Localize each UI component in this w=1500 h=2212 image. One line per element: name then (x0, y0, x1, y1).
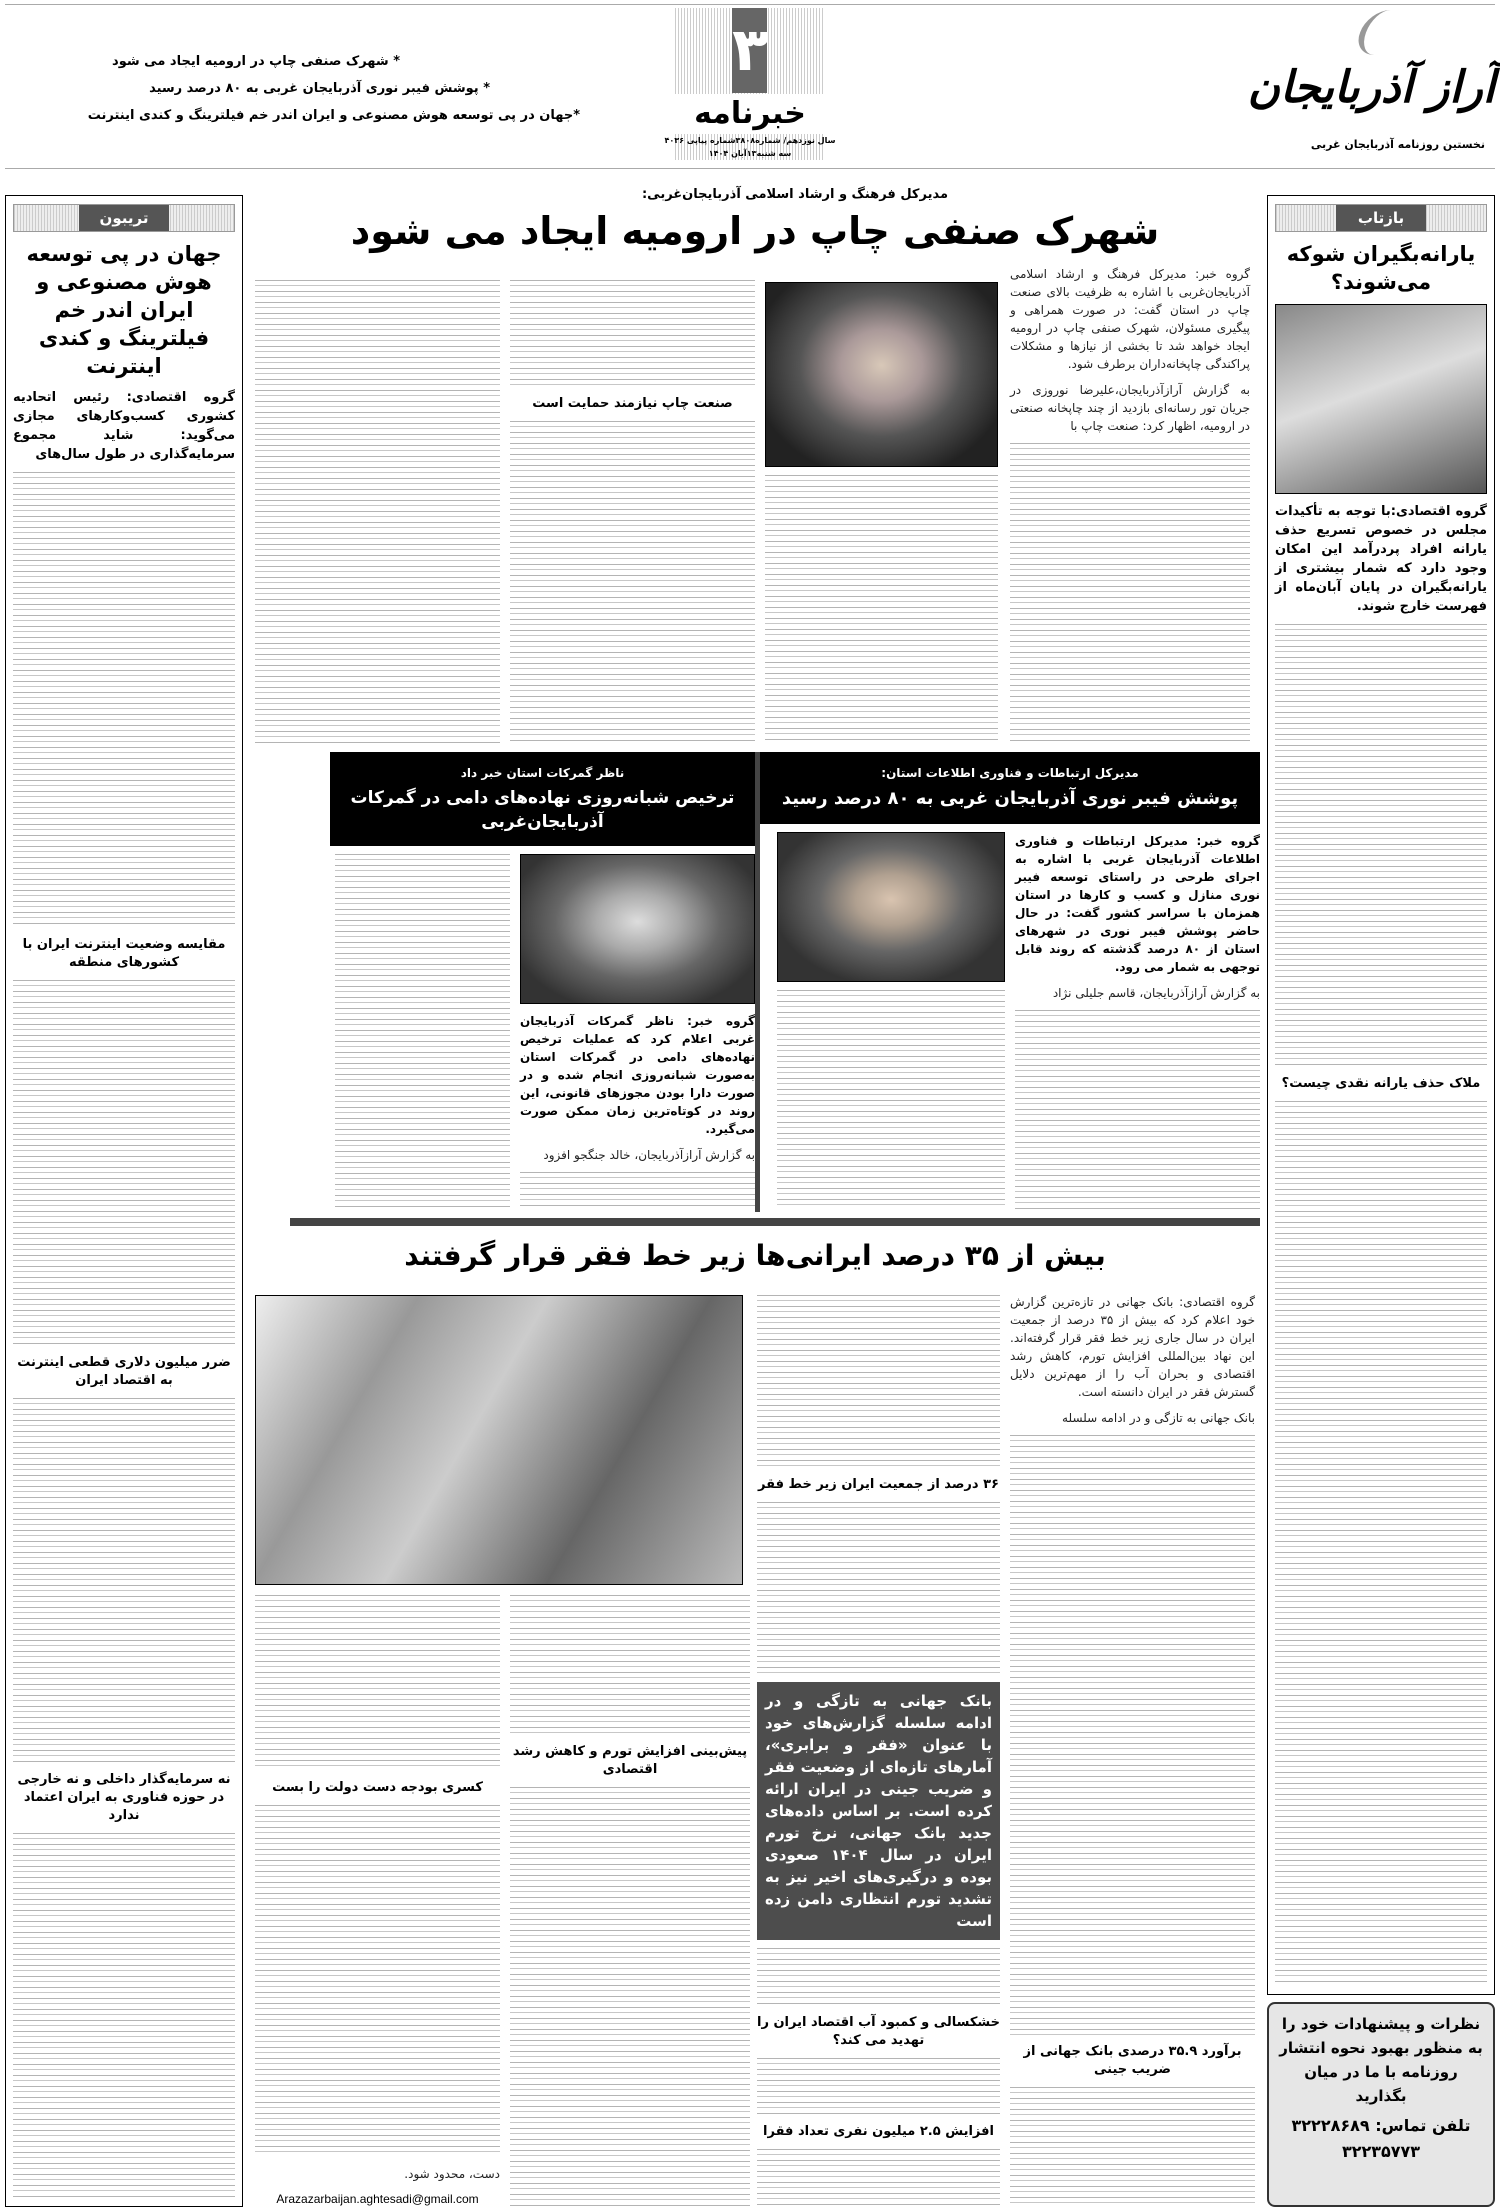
contact-phone (1277, 2112, 1485, 2140)
main-lead: گروه خبر: مدیرکل فرهنگ و ارشاد اسلامی آذربایجان‌غربی با اشاره به ظرفیت بالای صنعت چاپ در استان گفت: در صورت همراهی و پیگیری مسئولان، شهرک صنفی چاپ در ارومیه ایجاد خواهد شد تا بخشی از نیازها و مشکلات پراکندگی چاپخانه‌داران برطرف شود. (1010, 267, 1250, 371)
main-headline[interactable]: شهرک صنفی چاپ در ارومیه ایجاد می شود (350, 209, 1160, 253)
left-lead: گروه اقتصادی: رئیس اتحادیه کشوری کسب‌وکارهای مجازی می‌گوید: شاید مجموع سرمایه‌گذاری در طول سال‌های (13, 390, 235, 462)
body-text (510, 1787, 750, 2207)
masthead-highlights (10, 52, 660, 133)
body-text (13, 1833, 235, 2198)
phone-number[interactable]: ۳۲۲۲۸۶۸۹ (1291, 2116, 1370, 2135)
body-text (1015, 1010, 1260, 1210)
pull-quote-text: بانک جهانی به تازگی و در ادامه سلسله گزارش‌های خود با عنوان «فقر و برابری»، آمارهای تازه‌ای از وضعیت فقر و ضریب جینی در ایران ارائه کرده است. بر اساس داده‌های جدید بانک جهانی، نرخ تورم ایران در سال ۱۴۰۴ صعودی بوده و درگیری‌های اخیر نیز به تشدید تورم انتظاری دامن زده است (765, 1692, 992, 1931)
poverty-subhead: پیش‌بینی افزایش تورم و کاهش رشد اقتصادی (512, 1744, 748, 1777)
body-text (510, 1595, 750, 1735)
issue-number: سال نوزدهم/ شماره۳۸۰۸شماره پیاپی ۴۰۳۶ (664, 136, 836, 145)
customs-lead: گروه خبر: ناظر گمرکات آذربایجان غربی اعلام کرد که عملیات ترخیص نهاده‌های دامی در گمرکات استان به‌صورت شبانه‌روزی انجام شده و در صورت دارا بودن مجوزهای قانونی، این روند در کوتاه‌ترین زمان ممکن صورت می‌گیرد. (520, 1014, 755, 1136)
body-text (1275, 1101, 1487, 1986)
logo-text: آراز آذربایجان (1247, 62, 1495, 113)
body-text (757, 2058, 1000, 2116)
body-text (255, 1805, 500, 2157)
body-text (765, 475, 998, 743)
customs-col-1 (520, 854, 755, 1210)
body-text (777, 990, 1005, 1210)
body-text (757, 1295, 1000, 1468)
body-text (13, 1398, 235, 1763)
fiber-headline[interactable]: پوشش فیبر نوری آذربایجان غربی به ۸۰ درصد رسید (781, 788, 1239, 809)
body-text (1010, 2087, 1255, 2207)
main-col-2 (765, 282, 998, 743)
left-subhead: مقایسه وضعیت اینترنت ایران با کشورهای منطقه (22, 937, 226, 971)
body-text (13, 980, 235, 1345)
masthead-rule (5, 168, 1495, 169)
fiber-article-photo (777, 832, 1005, 982)
customs-para: به گزارش آرازآذربایجان، خالد جنگجو افزود (543, 1148, 755, 1162)
pull-quote (757, 1682, 1000, 1940)
page-box (664, 8, 836, 160)
contact-box (1267, 2002, 1495, 2207)
main-para: به گزارش آرازآذربایجان،علیرضا نوروزی در جریان تور رسانه‌ای بازدید از چند چاپخانه صنعتی در ارومیه، اظهار کرد: صنعت چاپ با (1010, 383, 1250, 433)
body-text (510, 421, 755, 743)
column-label-text: بازتاب (1336, 205, 1426, 231)
poverty-col-1 (1010, 1293, 1255, 2207)
left-column (5, 195, 243, 2207)
poverty-subhead: افزایش ۲.۵ میلیون نفری تعداد فقرا (763, 2124, 994, 2140)
body-text (13, 472, 235, 928)
section-title: خبرنامه (675, 94, 825, 134)
poverty-subhead: برآورد ۳۵.۹ درصدی بانک جهانی از ضریب جینی (1023, 2044, 1242, 2077)
customs-headline[interactable]: ترخیص شبانه‌روزی نهاده‌های دامی در گمرکات آذربایجان‌غربی (350, 788, 735, 832)
contact-email[interactable]: Arazazarbaijan.aghtesadi@gmail.com (276, 2192, 479, 2206)
fiber-kicker: مدیرکل ارتباطات و فناوری اطلاعات استان: (881, 766, 1139, 780)
body-text (757, 1948, 1000, 2006)
main-col-4 (255, 280, 500, 743)
body-text (520, 1172, 755, 1210)
body-text (255, 280, 500, 743)
right-subhead: ملاک حذف یارانه نقدی چیست؟ (1281, 1075, 1481, 1091)
fiber-header (760, 752, 1260, 824)
poverty-subhead: کسری بودجه دست دولت را بست (272, 1780, 483, 1795)
poverty-col-3 (510, 1595, 750, 2207)
logo (1247, 10, 1495, 160)
right-headline[interactable]: یارانه‌بگیران شوکه می‌شوند؟ (1286, 242, 1476, 294)
contact-message: نظرات و پیشنهادات خود را به منظور بهبود نحوه انتشار روزنامه با ما در میان بگذارید (1279, 2015, 1483, 2105)
poverty-closing: دست، محدود شود. (404, 2167, 500, 2181)
body-text (1010, 1435, 1255, 2035)
poverty-subhead: ۳۶ درصد از جمعیت ایران زیر خط فقر (758, 1476, 999, 1492)
poverty-subhead: خشکسالی و کمبود آب اقتصاد ایران را تهدید می کند؟ (756, 2014, 1000, 2048)
highlight-item[interactable]: *جهان در پی توسعه هوش مصنوعی و ایران اندر خم فیلترینگ و کندی اینترنت (87, 108, 580, 123)
top-rule (5, 4, 1495, 5)
page-number: ۳ (732, 8, 767, 93)
body-text (757, 2149, 1000, 2207)
highlight-item[interactable]: * شهرک صنفی چاپ در ارومیه ایجاد می شود (112, 54, 400, 69)
customs-header (330, 752, 755, 846)
main-article-photo (765, 282, 998, 467)
issue-date: سه شنبه۱۳آبان ۱۴۰۴ (708, 149, 792, 158)
fiber-col-2 (777, 832, 1005, 1210)
body-text (335, 854, 510, 1210)
fiber-para: به گزارش آرازآذربایجان، قاسم جلیلی نژاد (1052, 986, 1260, 1000)
customs-article-photo (520, 854, 755, 1004)
column-label-tribune (13, 204, 235, 232)
body-text (510, 280, 755, 387)
contact-phone-2[interactable]: ۳۲۲۳۵۷۷۳ (1341, 2142, 1421, 2161)
poverty-headline[interactable]: بیش از ۳۵ درصد ایرانی‌ها زیر خط فقر قرار گرفتند (404, 1239, 1106, 1272)
phone-label: تلفن تماس: (1375, 2116, 1471, 2135)
body-text (1010, 443, 1250, 743)
fiber-col-1 (1015, 832, 1260, 1210)
left-subhead: ضرر میلیون دلاری قطعی اینترنت به اقتصاد ایران (17, 1354, 231, 1388)
column-label-text: تریبون (79, 205, 169, 231)
main-kicker: مدیرکل فرهنگ و ارشاد اسلامی آذربایجان‌غربی: (641, 187, 949, 202)
poverty-para: بانک جهانی به تازگی و در ادامه سلسله (1062, 1411, 1255, 1425)
poverty-article-photo (255, 1295, 743, 1585)
customs-article (330, 752, 755, 1210)
main-subhead: صنعت چاپ نیازمند حمایت است (532, 396, 733, 412)
right-column (1267, 195, 1495, 1995)
body-text (255, 1595, 500, 1771)
poverty-col-4 (255, 1595, 500, 2207)
fiber-lead: گروه خبر: مدیرکل ارتباطات و فناوری اطلاعات آذربایجان غربی با اشاره به اجرای طرحی در راستای توسعه فیبر نوری منازل و کسب و کارها در استان همزمان با سراسر کشور گفت: در حال حاضر پوشش فیبر نوری در شهرهای استان از ۸۰ درصد گذشته که روند قابل توجهی به شمار می رود. (1015, 834, 1260, 974)
main-col-3 (510, 280, 755, 743)
logo-swirl-icon (1352, 10, 1408, 55)
left-subhead: نه سرمایه‌گذار داخلی و نه خارجی در حوزه فناوری به ایران اعتماد ندارد (17, 1771, 231, 1823)
section-bar (290, 1218, 1260, 1226)
fiber-article (760, 752, 1260, 1210)
customs-col-2 (335, 854, 510, 1210)
column-label-reflection (1275, 204, 1487, 232)
body-text (1275, 624, 1487, 1067)
highlight-item[interactable]: * پوشش فیبر نوری آذربایجان غربی به ۸۰ درصد رسید (149, 81, 490, 96)
right-lead: گروه اقتصادی:با توجه به تأکیدات مجلس در خصوص تسریع حذف یارانه افراد پردرآمد این امکان وجود دارد که شمار بیشتری از یارانه‌بگیران در پایان آبان‌ماه از فهرست خارج شوند. (1275, 504, 1487, 614)
customs-kicker: ناظر گمرکات استان خبر داد (460, 766, 625, 780)
poverty-col-2 (757, 1295, 1000, 2207)
body-text (757, 1502, 1000, 1675)
main-col-1 (1010, 265, 1250, 743)
tagline: نخستین روزنامه آذربایجان غربی (1310, 138, 1485, 151)
subsidy-photo (1275, 304, 1487, 494)
left-headline[interactable]: جهان در پی توسعه هوش مصنوعی و ایران اندر خم فیلترینگ و کندی اینترنت (26, 242, 222, 378)
poverty-lead: گروه اقتصادی: بانک جهانی در تازه‌ترین گزارش خود اعلام کرد که بیش از ۳۵ درصد از جمعیت ایران در سال جاری زیر خط فقر قرار گرفته‌اند. این نهاد بین‌المللی افزایش تورم، کاهش رشد اقتصادی و بحران آب را از مهم‌ترین دلایل گسترش فقر در ایران دانسته است. (1010, 1295, 1255, 1399)
